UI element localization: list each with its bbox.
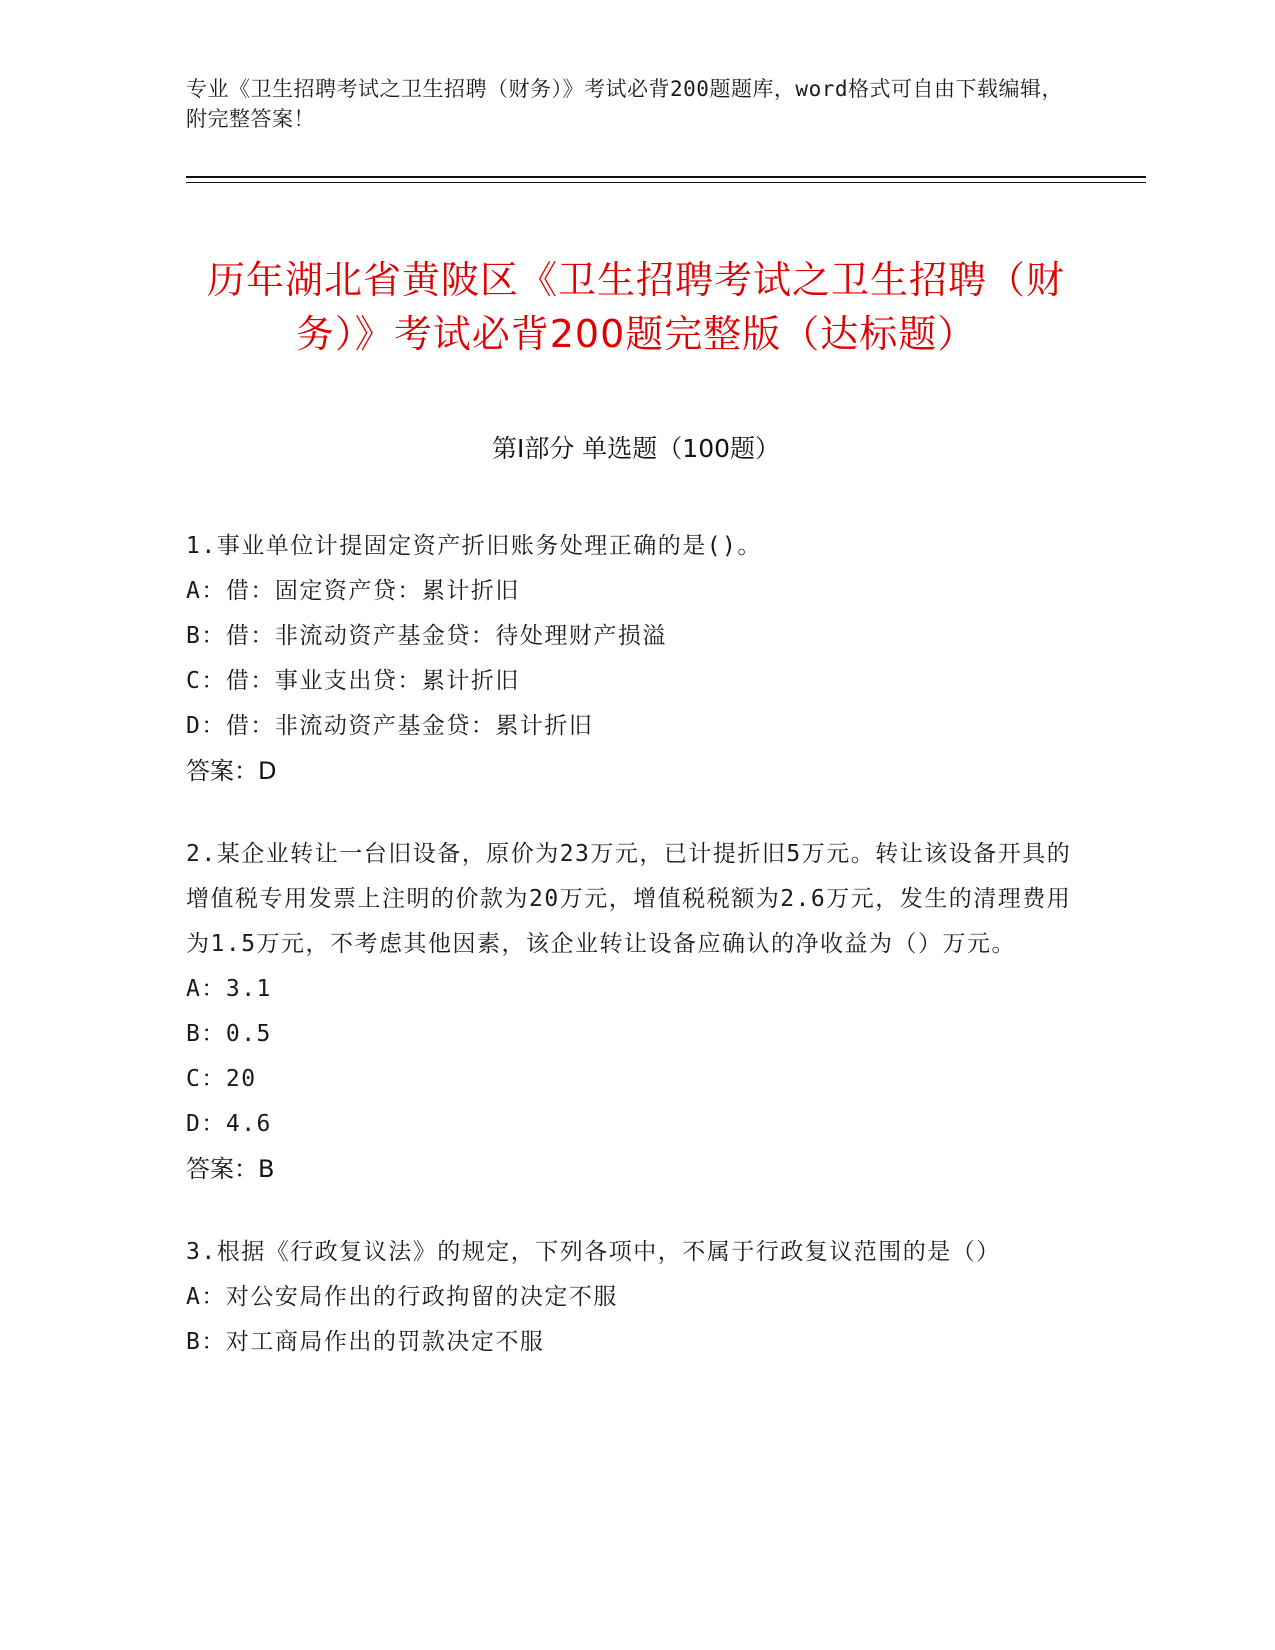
question-3 [186,1230,1086,1365]
option-b: B：0.5 [186,1021,272,1047]
option-c: C：借：事业支出贷：累计折旧 [186,668,520,694]
option-a: A：3.1 [186,976,272,1002]
header-rule-thin [186,182,1146,183]
question-text: 1.事业单位计提固定资产折旧账务处理正确的是()。 [186,533,762,559]
section-title: 第I部分 单选题（100题） [491,434,781,463]
header-note: 专业《卫生招聘考试之卫生招聘（财务）》考试必背200题题库，word格式可自由下载编辑，附完整答案！ [186,77,1063,131]
option-c: C：20 [186,1066,257,1092]
option-d: D：借：非流动资产基金贷：累计折旧 [186,713,594,739]
option-b: B：借：非流动资产基金贷：待处理财产损溢 [186,623,667,649]
option-a: A：对公安局作出的行政拘留的决定不服 [186,1284,618,1310]
option-d: D：4.6 [186,1111,272,1137]
question-1 [186,524,1086,794]
answer: 答案：D [186,757,277,785]
header-rule-thick [186,176,1146,178]
question-2 [186,832,1086,1192]
answer: 答案：B [186,1155,275,1183]
option-a: A：借：固定资产贷：累计折旧 [186,578,520,604]
question-list [186,524,1086,1403]
option-b: B：对工商局作出的罚款决定不服 [186,1329,545,1355]
question-text: 3.根据《行政复议法》的规定，下列各项中，不属于行政复议范围的是（） [186,1239,1001,1265]
document-title: 历年湖北省黄陂区《卫生招聘考试之卫生招聘（财务）》考试必背200题完整版（达标题） [206,258,1065,357]
question-text: 2.某企业转让一台旧设备，原价为23万元，已计提折旧5万元。转让该设备开具的增值税专用发票上注明的价款为20万元，增值税税额为2.6万元，发生的清理费用为1.5万元，不考虑其他因素，该企业转让设备应确认的净收益为（）万元。 [186,841,1072,957]
